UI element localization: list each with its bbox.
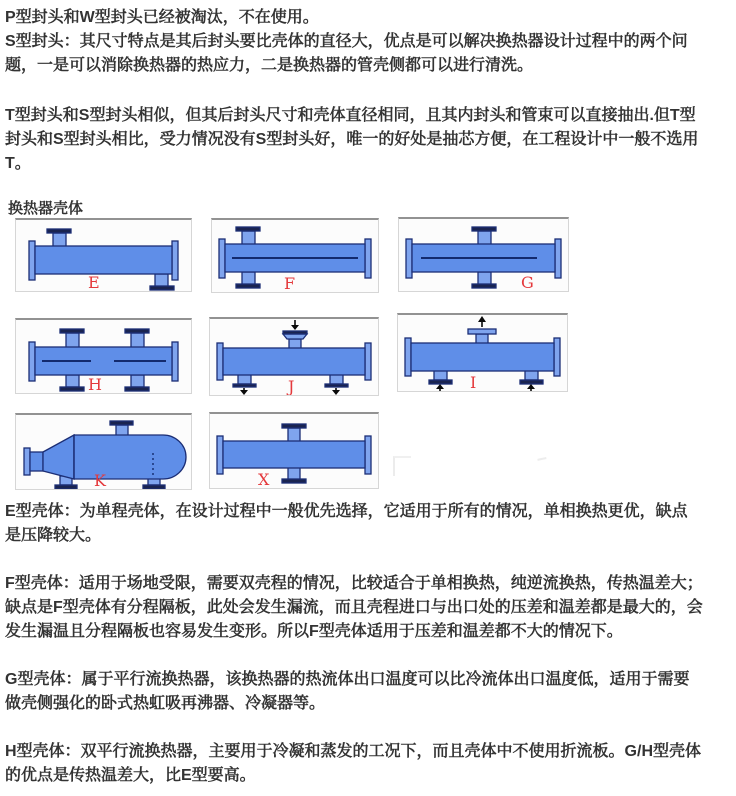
- right-flange: [555, 239, 561, 278]
- bottom-nozzle-cap-2: [143, 485, 165, 489]
- shell-body: [223, 348, 365, 375]
- right-flange: [365, 436, 371, 474]
- shell-label-X: X: [258, 470, 270, 489]
- right-flange: [365, 343, 371, 380]
- right-flange: [172, 241, 178, 280]
- left-flange: [217, 343, 223, 380]
- bottom-nozzle-cap-2: [125, 387, 149, 391]
- bottom-nozzle-cap: [236, 284, 260, 288]
- description-G-shell: G型壳体：属于平行流换热器，该换热器的热流体出口温度可以比冷流体出口温度低，适用于需要做壳侧强化的卧式热虹吸再沸器、冷凝器等。: [5, 671, 690, 712]
- top-nozzle-cap-2: [125, 329, 149, 333]
- bottom-nozzle-1: [66, 375, 79, 387]
- description-E-shell: E型壳体：为单程壳体，在设计过程中一般优先选择，它适用于所有的情况，单相换热更优，缺点是压降较大。: [5, 503, 688, 544]
- bottom-nozzle-cap-1: [55, 485, 77, 489]
- top-nozzle-cap: [236, 227, 260, 231]
- shell-label-I: I: [470, 373, 477, 392]
- top-nozzle-flange: [468, 329, 496, 334]
- figure-heading: 换热器壳体: [8, 200, 84, 217]
- top-nozzle-2: [131, 333, 144, 348]
- cone: [43, 435, 74, 479]
- right-flange: [554, 338, 560, 376]
- top-nozzle-cap: [110, 421, 133, 425]
- bottom-nozzle: [242, 272, 255, 285]
- shell-label-K: K: [94, 471, 106, 490]
- right-flange: [365, 239, 371, 278]
- intro-paragraph-s-head: S型封头：其尺寸特点是其后封头要比壳体的直径大，优点是可以解决换热器设计过程中的两个问题，一是可以消除换热器的热应力，二是换热器的管壳侧都可以进行清洗。: [5, 33, 688, 74]
- shell-body: [411, 343, 554, 371]
- shell-label-G: G: [521, 273, 534, 292]
- description-H-shell: H型壳体：双平行流换热器，主要用于冷凝和蒸发的工况下，而且壳体中不使用折流板。G/H型壳体的优点是传热温差大，比E型要高。: [5, 743, 702, 784]
- intro-paragraph-t-head: T型封头和S型封头相似，但其后封头尺寸和壳体直径相同，且其内封头和管束可以直接抽出.但T型封头和S型封头相比，受力情况没有S型封头好，唯一的好处是抽芯方便，在工程设计中一般不选用T。: [5, 107, 699, 172]
- shell-X-drawing: [210, 414, 378, 488]
- bottom-nozzle-2: [131, 375, 144, 387]
- shell-label-H: H: [88, 375, 102, 394]
- bottom-nozzle: [155, 274, 168, 287]
- shell-diagram-E: [15, 218, 192, 292]
- shell-diagram-X: [209, 412, 379, 489]
- top-nozzle-cap: [282, 424, 306, 428]
- left-flange: [405, 338, 411, 376]
- kettle-body: [74, 435, 186, 479]
- bottom-nozzle-cap-2: [520, 380, 543, 384]
- shell-diagram-H: [15, 318, 192, 394]
- shell-diagram-I: [397, 313, 568, 392]
- top-nozzle-1: [66, 333, 79, 348]
- bottom-nozzle-cap-1: [60, 387, 84, 391]
- shell-diagram-J: [209, 317, 379, 396]
- render-artifact: [393, 456, 411, 476]
- description-F-shell: F型壳体：适用于场地受限，需要双壳程的情况，比较适合于单相换热，纯逆流换热，传热温差大；缺点是F型壳体有分程隔板，此处会发生漏流，而且壳程进口与出口处的压差和温差都是最大的，会发生漏温且分程隔板也容易发生变形。所以F型壳体适用于压差和温差都不大的情况下。: [5, 575, 703, 640]
- bottom-nozzle-cap-1: [429, 380, 452, 384]
- left-flange: [24, 448, 30, 475]
- shell-diagram-G: [398, 217, 569, 292]
- left-flange: [219, 239, 225, 278]
- top-nozzle-cap: [47, 229, 71, 233]
- bottom-nozzle: [288, 467, 300, 480]
- shell-body: [223, 441, 365, 468]
- shell-G-drawing: [399, 219, 568, 291]
- shell-diagram-K: [15, 413, 192, 490]
- right-flange: [172, 342, 178, 381]
- bottom-nozzle-cap: [282, 479, 306, 483]
- shell-H-drawing: [16, 320, 191, 393]
- top-nozzle-flange: [283, 334, 307, 339]
- shell-I-drawing: [398, 315, 567, 391]
- bottom-nozzle-cap: [150, 286, 174, 290]
- intro-paragraph-p-head: P型封头和W型封头已经被淘汰，不在使用。: [5, 9, 319, 26]
- shell-label-E: E: [88, 273, 100, 292]
- render-artifact: [536, 453, 546, 461]
- top-nozzle-cap-1: [60, 329, 84, 333]
- left-flange: [29, 342, 35, 381]
- bottom-nozzle-cap-1: [233, 384, 256, 387]
- shell-types-figure: [5, 218, 736, 500]
- shell-label-F: F: [284, 274, 296, 293]
- shell-E-drawing: [16, 220, 191, 291]
- left-flange: [29, 241, 35, 280]
- neck: [30, 452, 43, 471]
- shell-body: [35, 246, 172, 274]
- top-nozzle-cap: [283, 331, 307, 334]
- top-nozzle-cap: [472, 227, 496, 231]
- left-flange: [406, 239, 412, 278]
- left-flange: [217, 436, 223, 474]
- shell-label-J: J: [288, 377, 295, 396]
- bottom-nozzle: [478, 272, 491, 285]
- bottom-nozzle-cap-2: [325, 384, 348, 387]
- shell-diagram-F: [211, 218, 379, 293]
- bottom-nozzle-cap: [472, 284, 496, 288]
